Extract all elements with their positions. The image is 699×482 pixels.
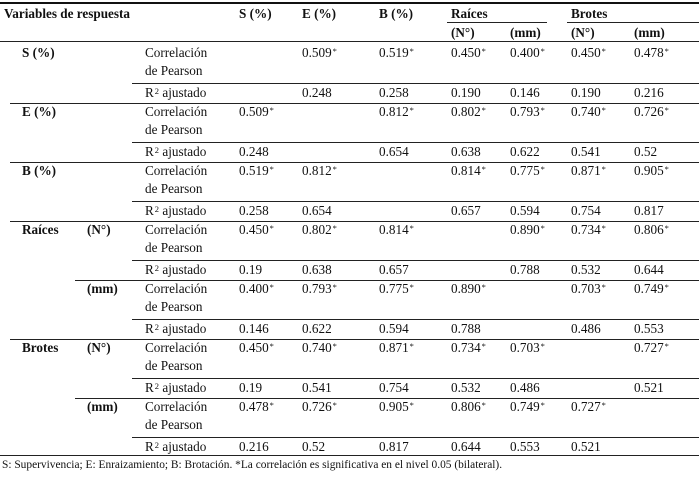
significance-mark: *: [332, 46, 337, 56]
header-raices-n: (N°): [451, 25, 475, 40]
significance-mark: *: [601, 223, 606, 233]
cell-r2: 0.788: [451, 321, 481, 336]
stat-label-correlacion: Correlación: [145, 281, 208, 296]
stat-label-pearson: de Pearson: [145, 299, 203, 314]
cell-correlation: 0.814*: [451, 163, 486, 178]
stat-label-correlacion: Correlación: [145, 163, 208, 178]
cell-r2: 0.541: [302, 380, 332, 395]
cell-correlation: 0.509*: [239, 104, 274, 119]
significance-mark: *: [664, 164, 669, 174]
significance-mark: *: [540, 341, 545, 351]
significance-mark: *: [332, 223, 337, 233]
cell-r2: 0.146: [239, 321, 269, 336]
row-label-e: E (%): [22, 104, 57, 119]
group-separator: [10, 339, 699, 340]
header-raices-mm: (mm): [510, 25, 541, 40]
cell-r2: 0.622: [302, 321, 332, 336]
cell-r2: 0.654: [302, 203, 332, 218]
cell-correlation: 0.890*: [451, 281, 486, 296]
cell-r2: 0.258: [379, 85, 409, 100]
cell-r2: 0.754: [571, 203, 601, 218]
significance-mark: *: [481, 46, 486, 56]
stat-label-pearson: de Pearson: [145, 417, 203, 432]
cell-correlation: 0.802*: [302, 222, 337, 237]
header-subrule-brotes: [567, 22, 699, 23]
significance-mark: *: [409, 223, 414, 233]
row-label-raices-unit: (N°): [87, 222, 111, 237]
significance-mark: *: [332, 282, 337, 292]
row-subrule: [132, 142, 699, 143]
cell-correlation: 0.793*: [302, 281, 337, 296]
cell-r2: 0.553: [634, 321, 664, 336]
significance-mark: *: [601, 105, 606, 115]
cell-r2: 0.521: [634, 380, 664, 395]
row-subrule: [132, 260, 699, 261]
significance-mark: *: [269, 223, 274, 233]
cell-r2: 0.258: [239, 203, 269, 218]
header-s: S (%): [239, 6, 272, 21]
r2-superscript: 2: [154, 204, 160, 214]
significance-mark: *: [332, 164, 337, 174]
row-subrule: [132, 437, 699, 438]
cell-correlation: 0.905*: [634, 163, 669, 178]
cell-r2: 0.19: [239, 262, 263, 277]
cell-r2: 0.52: [302, 439, 326, 454]
significance-mark: *: [664, 341, 669, 351]
significance-mark: *: [409, 105, 414, 115]
header-variables: Variables de respuesta: [4, 6, 131, 21]
row-subrule: [132, 83, 699, 84]
cell-correlation: 0.450*: [239, 222, 274, 237]
cell-correlation: 0.775*: [510, 163, 545, 178]
row-label-raices: Raíces: [22, 222, 59, 237]
cell-correlation: 0.749*: [634, 281, 669, 296]
cell-r2: 0.754: [379, 380, 409, 395]
cell-r2: 0.486: [571, 321, 601, 336]
significance-mark: *: [664, 223, 669, 233]
cell-r2: 0.521: [571, 439, 601, 454]
significance-mark: *: [540, 223, 545, 233]
header-raices: Raíces: [451, 6, 488, 21]
r2-superscript: 2: [154, 440, 160, 450]
cell-correlation: 0.478*: [239, 399, 274, 414]
stat-label-r2: $R^2$ ajustado: [145, 321, 207, 336]
significance-mark: *: [332, 341, 337, 351]
cell-correlation: 0.726*: [634, 104, 669, 119]
cell-r2: 0.541: [571, 144, 601, 159]
significance-mark: *: [481, 341, 486, 351]
cell-r2: 0.638: [451, 144, 481, 159]
significance-mark: *: [481, 164, 486, 174]
row-subrule: [132, 201, 699, 202]
cell-r2: 0.654: [379, 144, 409, 159]
cell-correlation: 0.519*: [239, 163, 274, 178]
cell-r2: 0.657: [379, 262, 409, 277]
cell-r2: 0.216: [634, 85, 664, 100]
r2-superscript: 2: [154, 145, 160, 155]
significance-mark: *: [664, 282, 669, 292]
significance-mark: *: [269, 164, 274, 174]
significance-mark: *: [269, 341, 274, 351]
stat-label-r2: $R^2$ ajustado: [145, 85, 207, 100]
cell-correlation: 0.734*: [451, 340, 486, 355]
significance-mark: *: [269, 282, 274, 292]
cell-correlation: 0.509*: [302, 45, 337, 60]
cell-correlation: 0.740*: [571, 104, 606, 119]
cell-r2: 0.248: [239, 144, 269, 159]
cell-r2: 0.52: [634, 144, 658, 159]
stat-label-r2: $R^2$ ajustado: [145, 439, 207, 454]
cell-r2: 0.486: [510, 380, 540, 395]
table-bottom-rule: [0, 455, 699, 456]
cell-correlation: 0.806*: [634, 222, 669, 237]
cell-correlation: 0.400*: [239, 281, 274, 296]
stat-label-correlacion: Correlación: [145, 45, 208, 60]
cell-r2: 0.594: [379, 321, 409, 336]
significance-mark: *: [540, 164, 545, 174]
significance-mark: *: [409, 282, 414, 292]
significance-mark: *: [409, 341, 414, 351]
cell-correlation: 0.793*: [510, 104, 545, 119]
cell-correlation: 0.740*: [302, 340, 337, 355]
cell-correlation: 0.727*: [571, 399, 606, 414]
cell-correlation: 0.812*: [302, 163, 337, 178]
cell-correlation: 0.802*: [451, 104, 486, 119]
cell-r2: 0.817: [634, 203, 664, 218]
cell-correlation: 0.478*: [634, 45, 669, 60]
row-label-brotes-unit: (N°): [87, 340, 111, 355]
stat-label-pearson: de Pearson: [145, 240, 203, 255]
cell-correlation: 0.775*: [379, 281, 414, 296]
cell-correlation: 0.890*: [510, 222, 545, 237]
cell-r2: 0.553: [510, 439, 540, 454]
table-top-rule: [0, 2, 699, 4]
cell-correlation: 0.812*: [379, 104, 414, 119]
significance-mark: *: [601, 46, 606, 56]
cell-r2: 0.657: [451, 203, 481, 218]
header-e: E (%): [302, 6, 337, 21]
significance-mark: *: [332, 400, 337, 410]
significance-mark: *: [601, 282, 606, 292]
header-b: B (%): [379, 6, 414, 21]
header-brotes-mm: (mm): [634, 25, 665, 40]
header-brotes: Brotes: [571, 6, 608, 21]
cell-r2: 0.216: [239, 439, 269, 454]
stat-label-pearson: de Pearson: [145, 358, 203, 373]
stat-label-correlacion: Correlación: [145, 399, 208, 414]
r2-superscript: 2: [154, 381, 160, 391]
stat-label-pearson: de Pearson: [145, 181, 203, 196]
r2-superscript: 2: [154, 86, 160, 96]
cell-correlation: 0.703*: [510, 340, 545, 355]
cell-r2: 0.594: [510, 203, 540, 218]
stat-label-r2: $R^2$ ajustado: [145, 203, 207, 218]
significance-mark: *: [540, 105, 545, 115]
cell-correlation: 0.450*: [239, 340, 274, 355]
cell-r2: 0.19: [239, 380, 263, 395]
header-bottom-rule: [0, 41, 699, 42]
cell-r2: 0.190: [571, 85, 601, 100]
cell-correlation: 0.734*: [571, 222, 606, 237]
cell-r2: 0.190: [451, 85, 481, 100]
row-label-b: B (%): [22, 163, 57, 178]
stat-label-correlacion: Correlación: [145, 340, 208, 355]
cell-correlation: 0.519*: [379, 45, 414, 60]
header-subrule-raices: [447, 22, 547, 23]
row-subrule: [132, 319, 699, 320]
row-subrule: [132, 378, 699, 379]
cell-correlation: 0.871*: [571, 163, 606, 178]
table-footnote: S: Supervivencia; E: Enraizamiento; B: Brotación. *La correlación es significativa en el nivel 0.05 (bilateral).: [2, 459, 503, 471]
r2-superscript: 2: [154, 263, 160, 273]
cell-correlation: 0.450*: [451, 45, 486, 60]
cell-r2: 0.622: [510, 144, 540, 159]
row-label-brotes-unit: (mm): [87, 399, 118, 414]
stat-label-pearson: de Pearson: [145, 63, 203, 78]
significance-mark: *: [601, 400, 606, 410]
cell-correlation: 0.749*: [510, 399, 545, 414]
significance-mark: *: [540, 400, 545, 410]
stat-label-r2: $R^2$ ajustado: [145, 262, 207, 277]
cell-correlation: 0.726*: [302, 399, 337, 414]
cell-correlation: 0.814*: [379, 222, 414, 237]
cell-correlation: 0.727*: [634, 340, 669, 355]
significance-mark: *: [481, 400, 486, 410]
significance-mark: *: [481, 105, 486, 115]
cell-r2: 0.644: [451, 439, 481, 454]
cell-r2: 0.532: [571, 262, 601, 277]
significance-mark: *: [601, 164, 606, 174]
cell-correlation: 0.806*: [451, 399, 486, 414]
r2-superscript: 2: [154, 322, 160, 332]
cell-r2: 0.644: [634, 262, 664, 277]
significance-mark: *: [409, 46, 414, 56]
cell-r2: 0.146: [510, 85, 540, 100]
row-label-raices-unit: (mm): [87, 281, 118, 296]
significance-mark: *: [269, 105, 274, 115]
significance-mark: *: [481, 282, 486, 292]
stat-label-r2: $R^2$ ajustado: [145, 380, 207, 395]
stat-label-correlacion: Correlación: [145, 222, 208, 237]
row-label-brotes: Brotes: [22, 340, 59, 355]
cell-r2: 0.638: [302, 262, 332, 277]
cell-correlation: 0.400*: [510, 45, 545, 60]
cell-correlation: 0.871*: [379, 340, 414, 355]
cell-correlation: 0.703*: [571, 281, 606, 296]
stat-label-pearson: de Pearson: [145, 122, 203, 137]
cell-correlation: 0.450*: [571, 45, 606, 60]
cell-r2: 0.817: [379, 439, 409, 454]
cell-r2: 0.248: [302, 85, 332, 100]
significance-mark: *: [409, 400, 414, 410]
significance-mark: *: [540, 46, 545, 56]
cell-correlation: 0.905*: [379, 399, 414, 414]
row-label-s: S (%): [22, 45, 55, 60]
significance-mark: *: [269, 400, 274, 410]
stat-label-r2: $R^2$ ajustado: [145, 144, 207, 159]
significance-mark: *: [664, 46, 669, 56]
significance-mark: *: [664, 105, 669, 115]
cell-r2: 0.532: [451, 380, 481, 395]
cell-r2: 0.788: [510, 262, 540, 277]
header-brotes-n: (N°): [571, 25, 595, 40]
stat-label-correlacion: Correlación: [145, 104, 208, 119]
